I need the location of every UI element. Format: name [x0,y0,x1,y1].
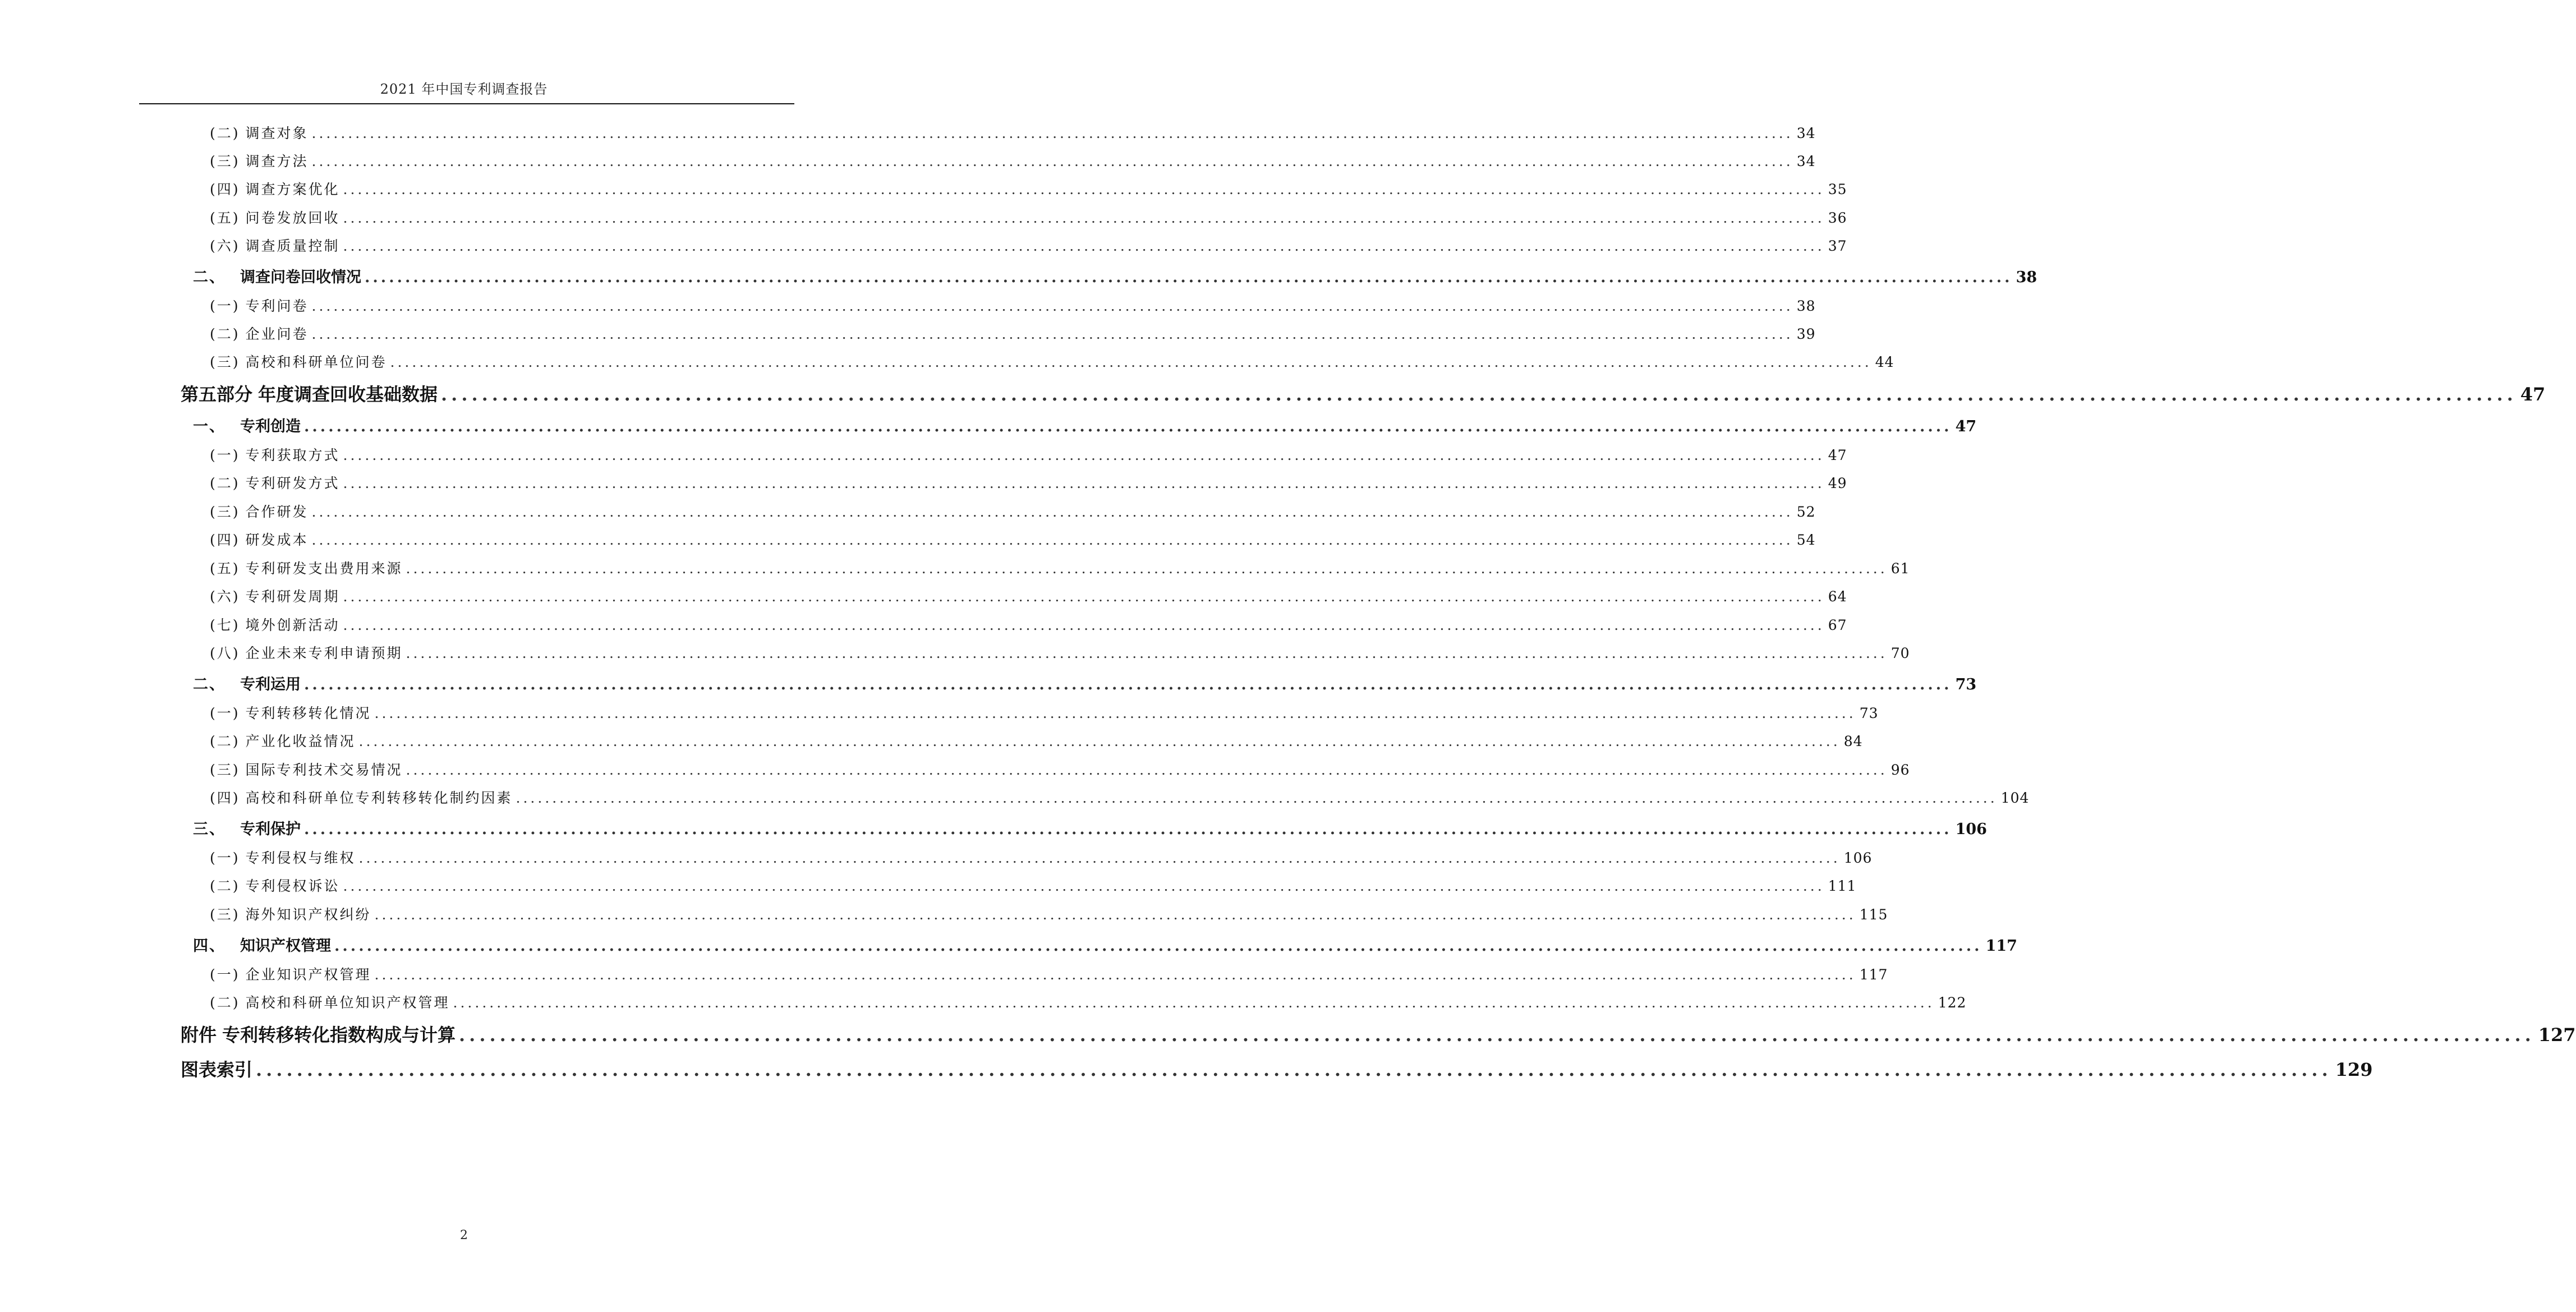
toc-entry-number: (一) [210,966,240,983]
toc-entry-title: 产业化收益情况 [245,733,356,749]
toc-entry-number: 第五部分 [181,384,253,405]
toc-entry-page: 52 [1796,504,1816,520]
toc-leader: ............................................................................................................................................................................................................ [365,269,2013,286]
toc-entry[interactable] [210,295,1816,315]
toc-entry-page: 127 [2538,1024,2576,1046]
toc-leader: ............................................................................................................................................................................................................ [343,617,1825,633]
toc-entry-number: (五) [210,210,240,226]
toc-entry-number: (三) [210,762,240,778]
toc-leader: ............................................................................................................................................................................................................ [256,1059,2332,1080]
toc-entry-title: 图表索引 [181,1059,253,1080]
toc-entry-number: (四) [210,790,240,806]
toc-entry[interactable] [210,787,2030,807]
toc-entry-number: (一) [210,298,240,314]
toc-entry-page: 117 [1859,966,1888,983]
toc-leader: ............................................................................................................................................................................................................ [390,354,1872,370]
toc-entry-number: (二) [210,326,240,342]
toc-entry-number: (五) [210,560,240,577]
toc-entry[interactable] [181,380,2546,406]
toc-entry-page: 129 [2335,1059,2373,1080]
toc-entry-page: 70 [1890,645,1910,661]
toc-entry-number: (二) [210,125,240,141]
toc-entry-title: 高校和科研单位问卷 [245,354,387,370]
toc-entry-title: 国际专利技术交易情况 [245,762,403,778]
toc-entry[interactable] [210,759,1910,779]
toc-entry-page: 34 [1796,125,1816,141]
toc-entry-page: 39 [1796,326,1816,342]
toc-entry[interactable] [210,351,1894,371]
toc-entry-number: 三、 [193,821,226,838]
toc-entry[interactable] [210,730,1863,751]
toc-entry-title: 企业未来专利申请预期 [245,645,403,661]
toc-entry-number: 二、 [193,676,226,693]
toc-entry-number: (三) [210,354,240,370]
toc-entry-page: 47 [2520,384,2546,405]
toc-entry-number: (一) [210,447,240,463]
toc-entry-number: (四) [210,181,240,197]
toc-entry-page: 104 [2000,790,2030,806]
toc-entry-number: 一、 [193,418,226,435]
toc-leader: ............................................................................................................................................................................................................ [358,850,1841,866]
toc-entry-title: 专利获取方式 [245,447,340,463]
toc-entry-number: (一) [210,705,240,721]
toc-leader: ............................................................................................................................................................................................................ [304,418,1952,435]
toc-leader: ............................................................................................................................................................................................................ [343,878,1825,894]
toc-entry[interactable] [210,207,1847,227]
toc-entry-title: 专利研发周期 [245,588,340,605]
toc-entry[interactable] [210,904,1888,924]
toc-entry[interactable] [181,1056,2373,1081]
toc-entry-number: (一) [210,850,240,866]
toc-entry-title: 专利创造 [240,418,301,435]
toc-entry-title: 企业问卷 [245,326,309,342]
toc-leader: ............................................................................................................................................................................................................ [374,966,1856,983]
toc-entry-title: 专利侵权诉讼 [245,878,340,894]
toc-entry[interactable] [210,847,1873,867]
toc-entry-page: 67 [1828,617,1847,633]
toc-entry-page: 49 [1828,475,1847,491]
toc-entry-page: 36 [1828,210,1847,226]
toc-entry[interactable] [210,702,1879,722]
toc-leader: ............................................................................................................................................................................................................ [441,384,2517,405]
toc-entry[interactable] [193,817,1987,839]
header-divider [139,103,794,104]
toc-entry-number: 四、 [193,937,226,955]
toc-leader: ............................................................................................................................................................................................................ [459,1024,2535,1046]
toc-leader: ............................................................................................................................................................................................................ [304,676,1952,693]
toc-leader: ............................................................................................................................................................................................................ [304,821,1952,838]
toc-entry-title: 专利侵权与维权 [245,850,356,866]
toc-entry[interactable] [210,178,1847,199]
toc-entry-number: (八) [210,645,240,661]
toc-leader: ............................................................................................................................................................................................................ [358,733,1841,749]
toc-entry-title: 调查方法 [245,153,309,169]
toc-entry-title: 专利研发方式 [245,475,340,491]
page-number: 2 [460,1228,468,1242]
toc-entry-page: 64 [1828,588,1847,605]
toc-entry[interactable] [210,150,1816,171]
toc-leader: ............................................................................................................................................................................................................ [343,181,1825,197]
toc-entry-title: 合作研发 [245,504,309,520]
toc-entry-number: (三) [210,906,240,923]
toc-entry-title: 专利转移转化指数构成与计算 [222,1024,456,1046]
toc-entry-page: 106 [1843,850,1873,866]
toc-entry[interactable] [210,122,1816,142]
toc-entry-number: (二) [210,878,240,894]
toc-entry-page: 106 [1955,821,1987,838]
toc-entry-page: 47 [1828,447,1847,463]
toc-entry[interactable] [193,672,1977,694]
toc-leader: ............................................................................................................................................................................................................ [343,210,1825,226]
toc-entry-page: 111 [1828,878,1857,894]
toc-entry-number: (六) [210,238,240,254]
toc-entry-number: (六) [210,588,240,605]
toc-leader: ............................................................................................................................................................................................................ [374,705,1856,721]
toc-entry-title: 调查问卷回收情况 [240,269,361,286]
toc-entry[interactable] [210,235,1847,255]
toc-entry-title: 专利转移转化情况 [245,705,371,721]
toc-entry-page: 115 [1859,906,1888,923]
toc-entry[interactable] [210,875,1857,895]
toc-entry-number: 附件 [181,1024,217,1046]
toc-entry-title: 研发成本 [245,532,309,548]
toc-entry-page: 47 [1955,418,1977,435]
toc-leader: ............................................................................................................................................................................................................ [374,906,1856,923]
toc-entry-title: 调查对象 [245,125,309,141]
toc-leader: ............................................................................................................................................................................................................ [406,762,1888,778]
toc-entry[interactable] [181,1021,2576,1047]
toc-leader: ............................................................................................................................................................................................................ [453,995,1935,1011]
toc-leader: ............................................................................................................................................................................................................ [311,326,1793,342]
toc-entry-page: 122 [1938,995,1967,1011]
toc-entry[interactable] [193,933,2017,955]
toc-entry[interactable] [210,992,1967,1012]
toc-entry-number: (三) [210,153,240,169]
toc-entry[interactable] [210,586,1847,606]
toc-entry-page: 37 [1828,238,1847,254]
toc-entry-title: 企业知识产权管理 [245,966,371,983]
toc-entry[interactable] [210,444,1847,464]
toc-leader: ............................................................................................................................................................................................................ [516,790,1998,806]
toc-entry-number: (二) [210,995,240,1011]
toc-entry[interactable] [210,964,1888,984]
toc-entry[interactable] [210,472,1847,492]
toc-entry-page: 117 [1985,937,2017,955]
toc-entry[interactable] [210,323,1816,343]
toc-entry-title: 专利问卷 [245,298,309,314]
toc-entry-page: 73 [1859,705,1879,721]
toc-entry-page: 73 [1955,676,1977,693]
toc-entry-title: 高校和科研单位专利转移转化制约因素 [245,790,513,806]
toc-entry-title: 调查方案优化 [245,181,340,197]
toc-entry-page: 61 [1890,560,1910,577]
toc-entry-page: 54 [1796,532,1816,548]
toc-entry-number: (四) [210,532,240,548]
toc-entry-title: 年度调查回收基础数据 [258,384,438,405]
toc-entry-page: 34 [1796,153,1816,169]
toc-entry-title: 问卷发放回收 [245,210,340,226]
toc-entry-title: 专利运用 [240,676,301,693]
toc-leader: ............................................................................................................................................................................................................ [311,298,1793,314]
toc-entry-page: 35 [1828,181,1847,197]
toc-entry[interactable] [210,501,1816,521]
toc-entry-title: 专利保护 [240,821,301,838]
toc-entry-page: 38 [1796,298,1816,314]
toc-leader: ............................................................................................................................................................................................................ [406,645,1888,661]
toc-entry-title: 高校和科研单位知识产权管理 [245,995,450,1011]
toc-entry-title: 专利研发支出费用来源 [245,560,403,577]
toc-entry-page: 44 [1875,354,1894,370]
toc-entry[interactable] [210,558,1910,578]
toc-entry-title: 知识产权管理 [240,937,331,955]
toc-leader: ............................................................................................................................................................................................................ [343,588,1825,605]
toc-entry[interactable] [210,642,1910,662]
toc-leader: ............................................................................................................................................................................................................ [343,447,1825,463]
toc-entry-number: (二) [210,475,240,491]
toc-entry[interactable] [193,414,1977,436]
toc-leader: ............................................................................................................................................................................................................ [406,560,1888,577]
toc-leader: ............................................................................................................................................................................................................ [334,937,1982,955]
toc-entry[interactable] [210,529,1816,549]
toc-entry-number: 二、 [193,269,226,286]
header-title: 2021 年中国专利调查报告 [380,81,548,97]
toc-entry-number: (七) [210,617,240,633]
toc-entry-title: 调查质量控制 [245,238,340,254]
toc-entry-number: (三) [210,504,240,520]
toc-entry[interactable] [193,265,2037,287]
toc-entry-title: 境外创新活动 [245,617,340,633]
toc-leader: ............................................................................................................................................................................................................ [311,532,1793,548]
toc-leader: ............................................................................................................................................................................................................ [311,125,1793,141]
toc-entry-page: 96 [1890,762,1910,778]
toc-entry[interactable] [210,614,1847,634]
toc-leader: ............................................................................................................................................................................................................ [343,238,1825,254]
toc-entry-title: 海外知识产权纠纷 [245,906,371,923]
toc-leader: ............................................................................................................................................................................................................ [311,504,1793,520]
toc-entry-page: 84 [1843,733,1863,749]
toc-leader: ............................................................................................................................................................................................................ [343,475,1825,491]
toc-entry-number: (二) [210,733,240,749]
toc-entry-page: 38 [2016,269,2037,286]
toc-leader: ............................................................................................................................................................................................................ [311,153,1793,169]
